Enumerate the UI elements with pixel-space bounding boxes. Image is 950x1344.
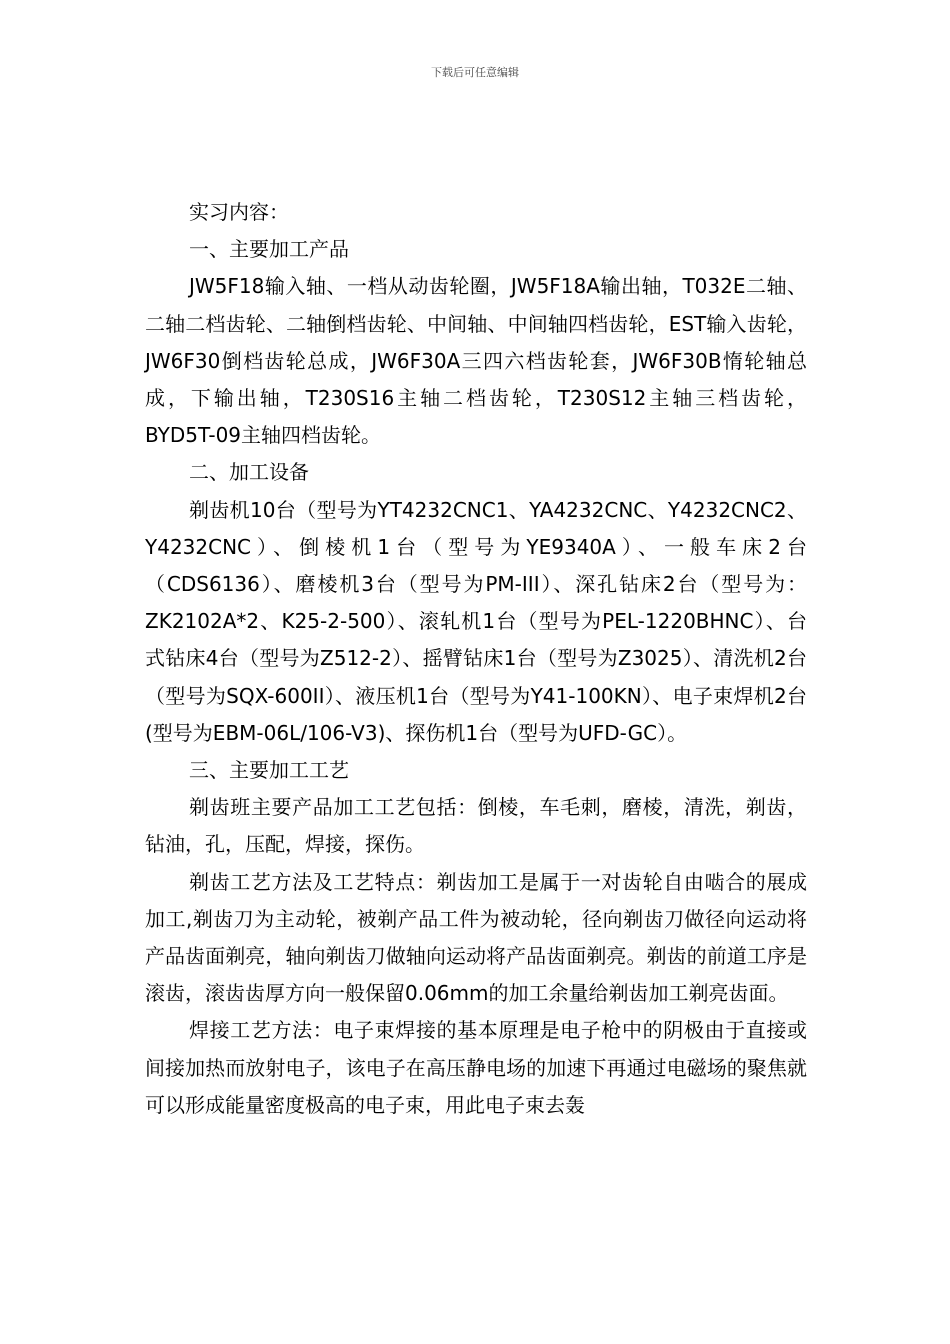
paragraph-shaving-process: 剃齿工艺方法及工艺特点：剃齿加工是属于一对齿轮自由啮合的展成加工,剃齿刀为主动轮，被剃产品工件为被动轮，径向剃齿刀做径向运动将产品齿面剃亮，轴向剃齿刀做轴向运动将产品齿面剃亮。剃齿的前道工序是滚齿，滚齿齿厚方向一般保留0.06mm的加工余量给剃齿加工剃亮齿面。 [145, 869, 807, 1006]
paragraph-equipment: 剃齿机10台（型号为YT4232CNC1、YA4232CNC、Y4232CNC2、Y4232CNC）、倒棱机1台（型号为YE9340A）、一般车床2台（CDS6136）、磨棱机3台（型号为PM-III）、深孔钻床2台（型号为：ZK2102A*2、K25-2-500）、滚轧机1台（型号为PEL-1220BHNC）、台式钻床4台（型号为Z512-2）、摇臂钻床1台（型号为Z3025）、清洗机2台（型号为SQX-600II）、液压机1台（型号为Y41-100KN）、电子束焊机2台(型号为EBM-06L/106-V3)、探伤机1台（型号为UFD-GC）。 [145, 497, 807, 745]
paragraph-products: JW5F18输入轴、一档从动齿轮圈，JW5F18A输出轴，T032E二轴、二轴二档齿轮、二轴倒档齿轮、中间轴、中间轴四档齿轮，EST输入齿轮，JW6F30倒档齿轮总成，JW6F30A三四六档齿轮套，JW6F30B惰轮轴总成，下输出轴，T230S16主轴二档齿轮，T230S12主轴三档齿轮，BYD5T-09主轴四档齿轮。 [145, 274, 807, 448]
document-body [145, 194, 807, 1124]
page-header: 下载后可任意编辑 [431, 66, 519, 79]
paragraph-welding-process: 焊接工艺方法：电子束焊接的基本原理是电子枪中的阴极由于直接或间接加热而放射电子，该电子在高压静电场的加速下再通过电磁场的聚焦就可以形成能量密度极高的电子束，用此电子束去轰 [145, 1018, 807, 1117]
heading-main-products: 一、主要加工产品 [189, 237, 349, 262]
paragraph-process-list: 剃齿班主要产品加工工艺包括：倒棱，车毛刺，磨棱，清洗，剃齿，钻油，孔，压配，焊接，探伤。 [145, 795, 807, 857]
section-title-internship: 实习内容： [189, 200, 289, 224]
heading-equipment: 二、加工设备 [189, 460, 309, 485]
heading-processes: 三、主要加工工艺 [189, 758, 349, 783]
